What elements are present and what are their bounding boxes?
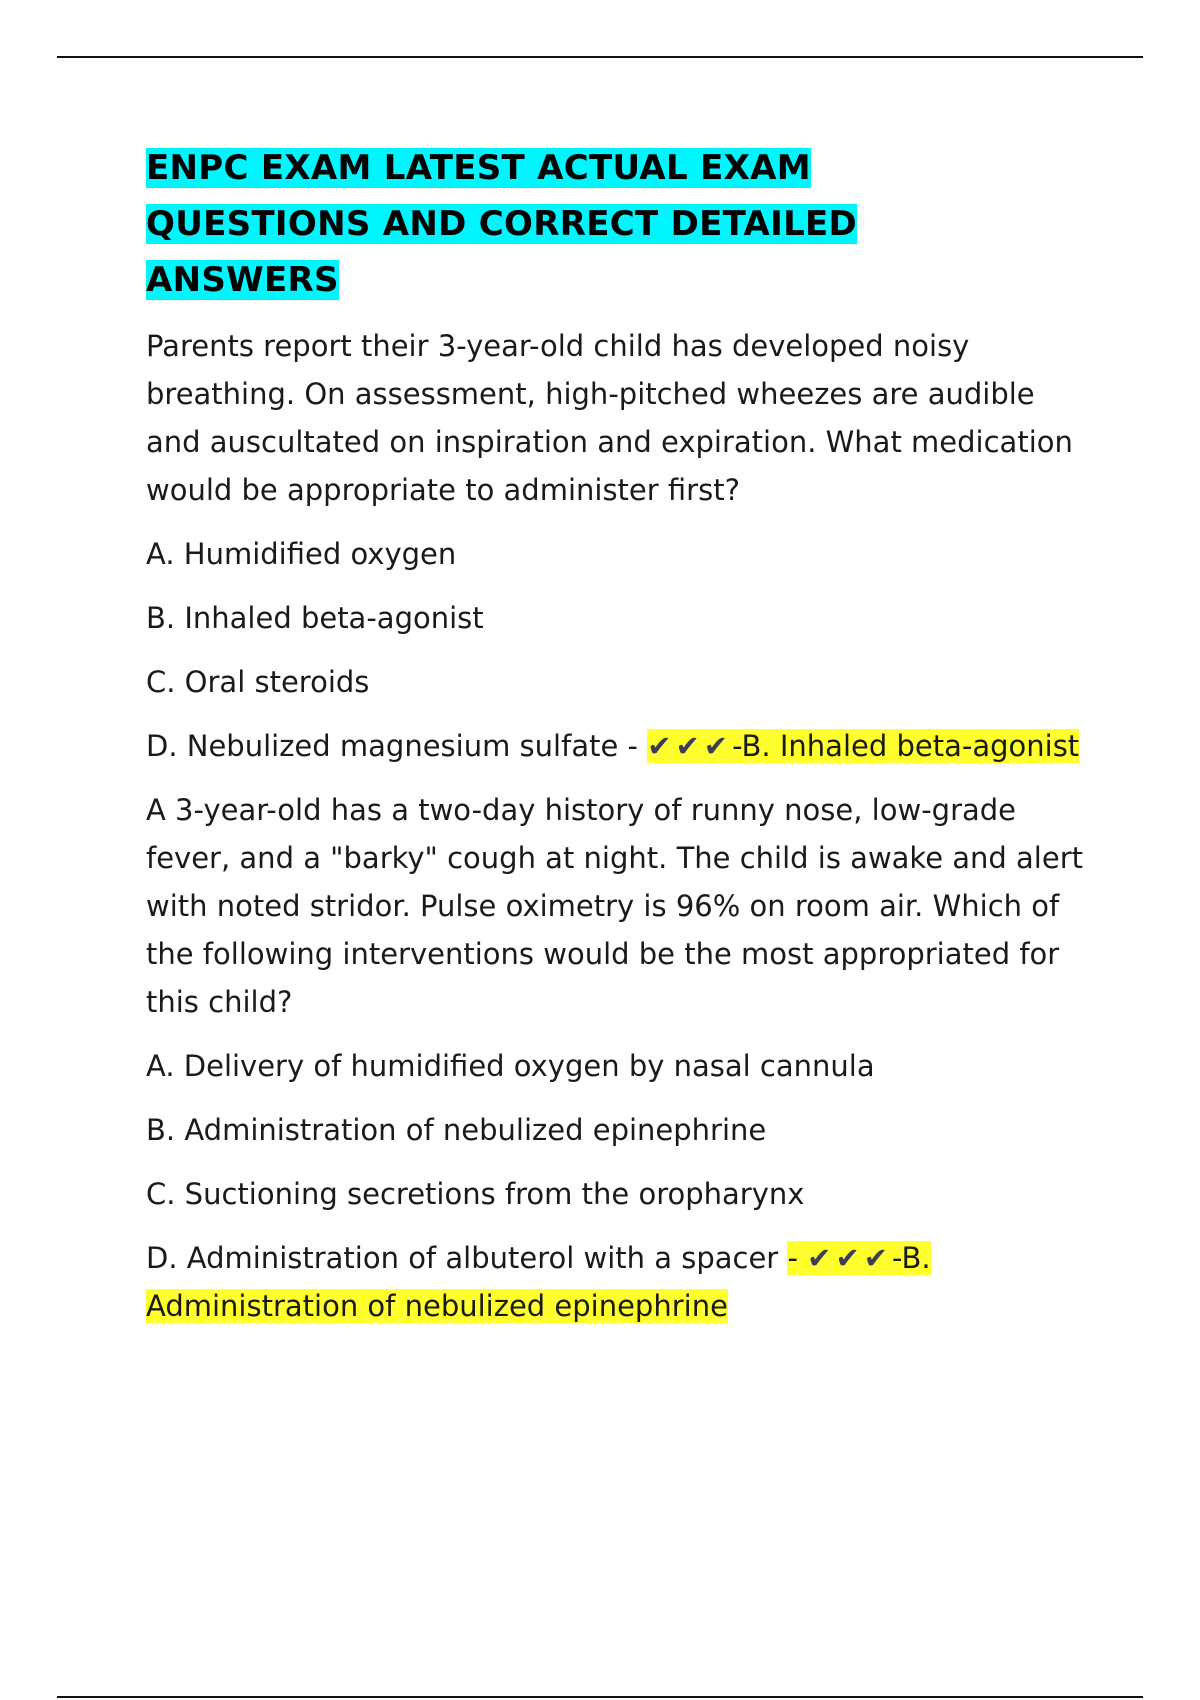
q2-option-a: A. Delivery of humidified oxygen by nasal cannula xyxy=(146,1049,875,1083)
q2-dash: - xyxy=(787,1241,798,1275)
checkmark-icon: ✔✔✔ xyxy=(807,1241,893,1275)
q1-option-d-text: D. Nebulized magnesium sulfate - xyxy=(146,729,638,763)
q2-question: A 3-year-old has a two-day history of runny nose, low-grade fever, and a "barky" cough at night. The child is awake and alert with noted stridor. Pulse oximetry is 96% on room air. Which of the following interventions would be the most appropriated for this child? xyxy=(146,793,1083,1019)
q1-answer: -B. Inhaled beta-agonist xyxy=(732,729,1080,763)
q1-answer-highlight xyxy=(647,729,1079,763)
top-rule xyxy=(57,56,1143,58)
q2-option-d xyxy=(146,1234,1096,1330)
q2-answer: -B. Administration of nebulized epinephrine xyxy=(146,1241,931,1323)
q2-option-c: C. Suctioning secretions from the oropharynx xyxy=(146,1177,805,1211)
title-line-3: ANSWERS xyxy=(146,260,339,300)
q1-option-b: B. Inhaled beta-agonist xyxy=(146,601,484,635)
q1-option-a: A. Humidified oxygen xyxy=(146,537,457,571)
bottom-rule xyxy=(57,1696,1143,1698)
document-title xyxy=(146,140,1096,308)
q1-question: Parents report their 3-year-old child has developed noisy breathing. On assessment, high-pitched wheezes are audible and auscultated on inspiration and expiration. What medication would be appropriate to administer first? xyxy=(146,329,1073,507)
q2-option-b: B. Administration of nebulized epinephrine xyxy=(146,1113,767,1147)
q1-option-c: C. Oral steroids xyxy=(146,665,370,699)
q2-option-d-text: D. Administration of albuterol with a spacer xyxy=(146,1241,779,1275)
document-body xyxy=(146,140,1096,1346)
checkmark-icon: ✔✔✔ xyxy=(647,729,733,763)
title-line-1: ENPC EXAM LATEST ACTUAL EXAM xyxy=(146,148,811,188)
q1-option-d xyxy=(146,722,1096,770)
title-line-2: QUESTIONS AND CORRECT DETAILED xyxy=(146,204,858,244)
